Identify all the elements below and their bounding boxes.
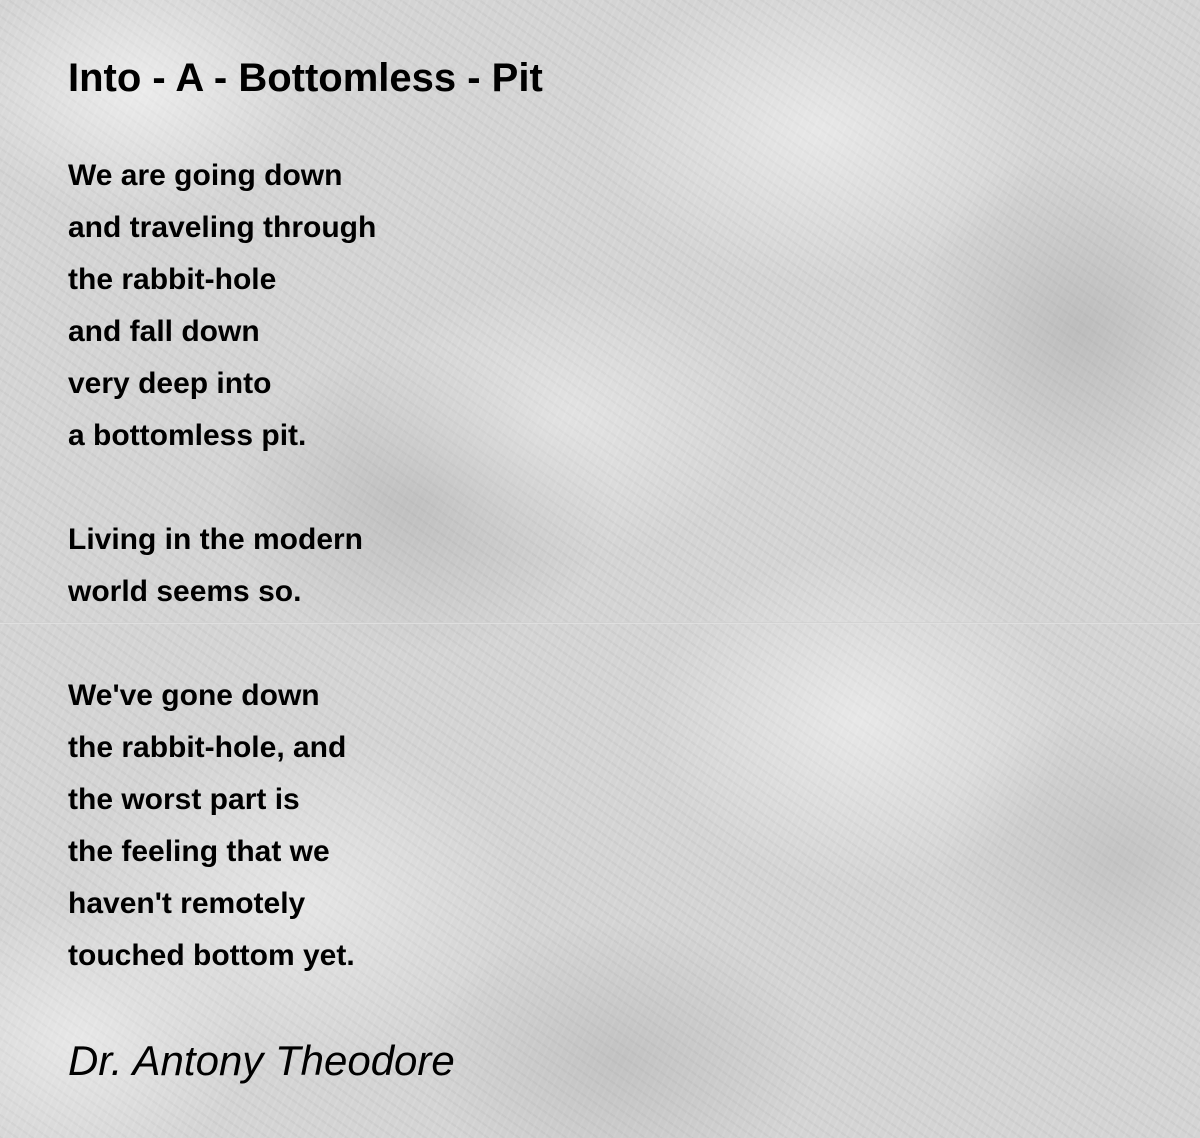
poem-line: the feeling that we	[68, 835, 330, 868]
poem-line: We've gone down	[68, 679, 320, 712]
poem-line: the rabbit-hole, and	[68, 731, 347, 764]
poem-line: Living in the modern	[68, 523, 364, 556]
stanza-3	[68, 670, 376, 982]
poem-line: touched bottom yet.	[68, 939, 355, 972]
stanza-1	[68, 150, 376, 462]
stanza-2	[68, 514, 376, 618]
poem-line: and traveling through	[68, 211, 377, 244]
poem-line: a bottomless pit.	[68, 419, 307, 452]
poem-line: the rabbit-hole	[68, 263, 277, 296]
poem-line: very deep into	[68, 367, 272, 400]
poem-title: Into - A - Bottomless - Pit	[68, 56, 543, 100]
poem-line: the worst part is	[68, 783, 300, 816]
poem-line: haven't remotely	[68, 887, 306, 920]
poem-line: world seems so.	[68, 575, 302, 608]
poem-author: Dr. Antony Theodore	[68, 1037, 455, 1084]
poem-body	[68, 150, 376, 982]
poem-line: and fall down	[68, 315, 260, 348]
poem-line: We are going down	[68, 159, 343, 192]
